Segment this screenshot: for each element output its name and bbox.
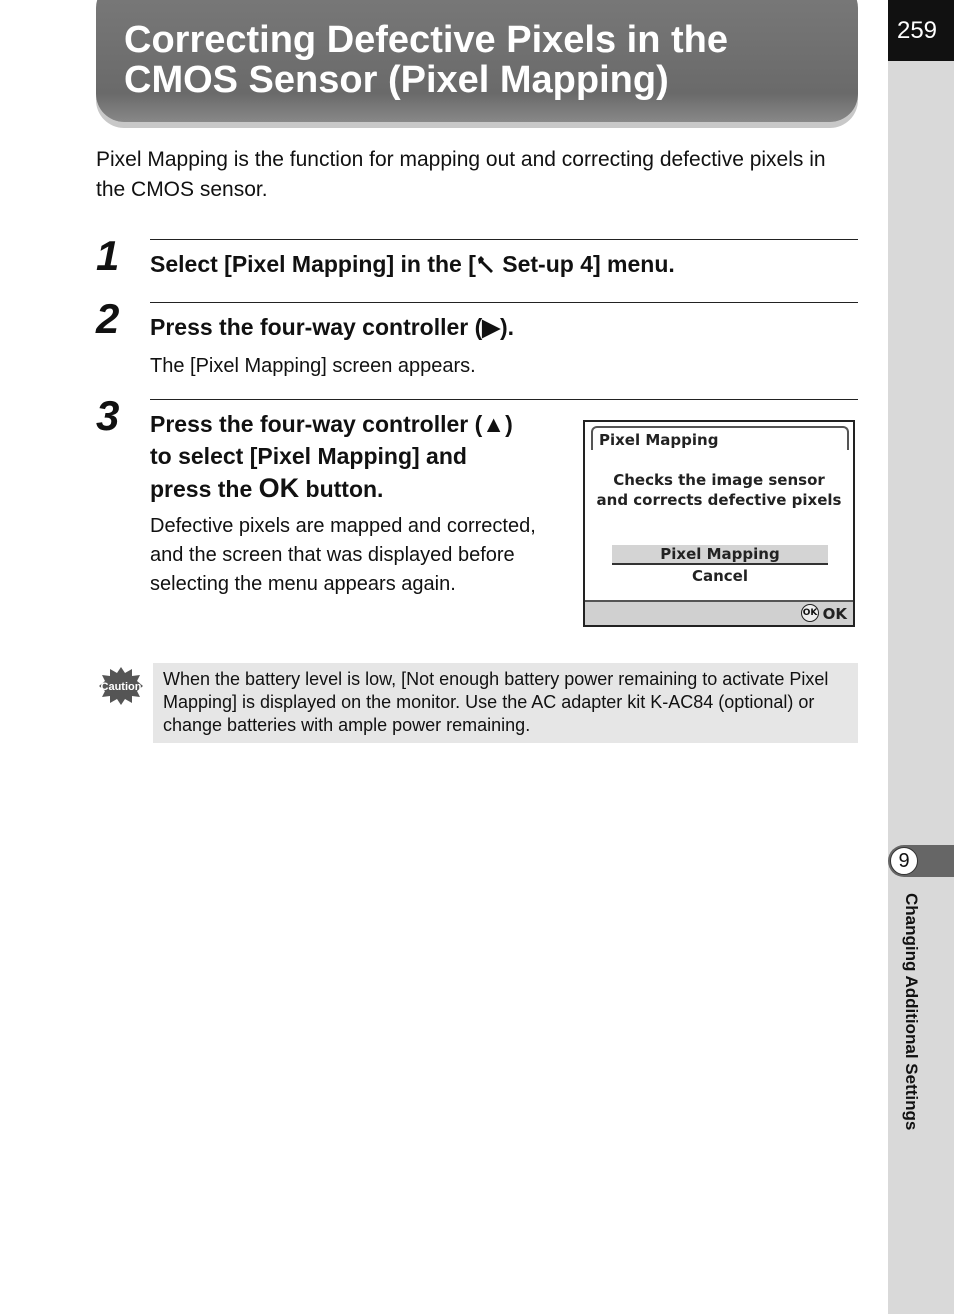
caution-note: When the battery level is low, [Not enough battery power remaining to activate Pixel Mapping] is displayed on the monitor. Use the AC adapter kit K-AC84 (optional) or change batteries with ample power remaining. — [153, 663, 858, 743]
chapter-number: 9 — [890, 847, 918, 875]
screen-description — [585, 470, 853, 510]
page-number: 259 — [888, 0, 954, 61]
step-3-rule — [150, 399, 858, 400]
step-3-heading-line-2: to select [Pixel Mapping] and — [150, 443, 467, 469]
wrench-icon — [476, 254, 496, 274]
title-line-1: Correcting Defective Pixels in the — [124, 19, 728, 61]
step-3-heading-line-3-end: button. — [299, 476, 384, 502]
camera-screen — [583, 420, 855, 627]
chapter-title: Changing Additional Settings — [902, 893, 921, 1131]
step-2-number: 2 — [96, 295, 120, 342]
step-1-number: 1 — [96, 232, 120, 279]
screen-desc-line-1: Checks the image sensor — [613, 471, 825, 489]
step-3-heading-line-1: Press the four-way controller (▲) — [150, 411, 513, 437]
screen-title: Pixel Mapping — [599, 431, 719, 449]
side-tab — [888, 0, 954, 1314]
screen-option-pixel-mapping: Pixel Mapping — [612, 545, 828, 565]
ok-button-glyph: OK — [258, 473, 300, 503]
caution-icon — [98, 666, 144, 706]
title-line-2: CMOS Sensor (Pixel Mapping) — [124, 59, 669, 101]
step-1-text-after: Set-up 4] menu. — [495, 251, 675, 277]
step-1-rule — [150, 239, 858, 240]
step-1-text-before: Select [Pixel Mapping] in the [ — [150, 251, 476, 277]
step-3-heading-line-3: press the — [150, 476, 259, 502]
caution-icon-label: Caution — [100, 681, 142, 693]
step-3-heading — [150, 408, 570, 505]
step-1-heading — [150, 248, 675, 280]
step-3-number: 3 — [96, 392, 120, 439]
ok-icon: OK — [801, 604, 819, 622]
ok-label: OK — [822, 605, 847, 623]
page-title — [124, 20, 844, 100]
step-2-heading: Press the four-way controller (▶). — [150, 314, 515, 340]
screen-option-cancel: Cancel — [691, 567, 748, 585]
screen-status-bar — [585, 600, 853, 625]
intro-paragraph: Pixel Mapping is the function for mapping out and correcting defective pixels in the CMOS sensor. — [96, 148, 826, 201]
step-2-rule — [150, 302, 858, 303]
step-2-body: The [Pixel Mapping] screen appears. — [150, 355, 476, 377]
screen-desc-line-2: and corrects defective pixels — [596, 491, 842, 509]
step-3-body: Defective pixels are mapped and corrected, and the screen that was displayed before selecting the menu appears again. — [150, 515, 536, 595]
